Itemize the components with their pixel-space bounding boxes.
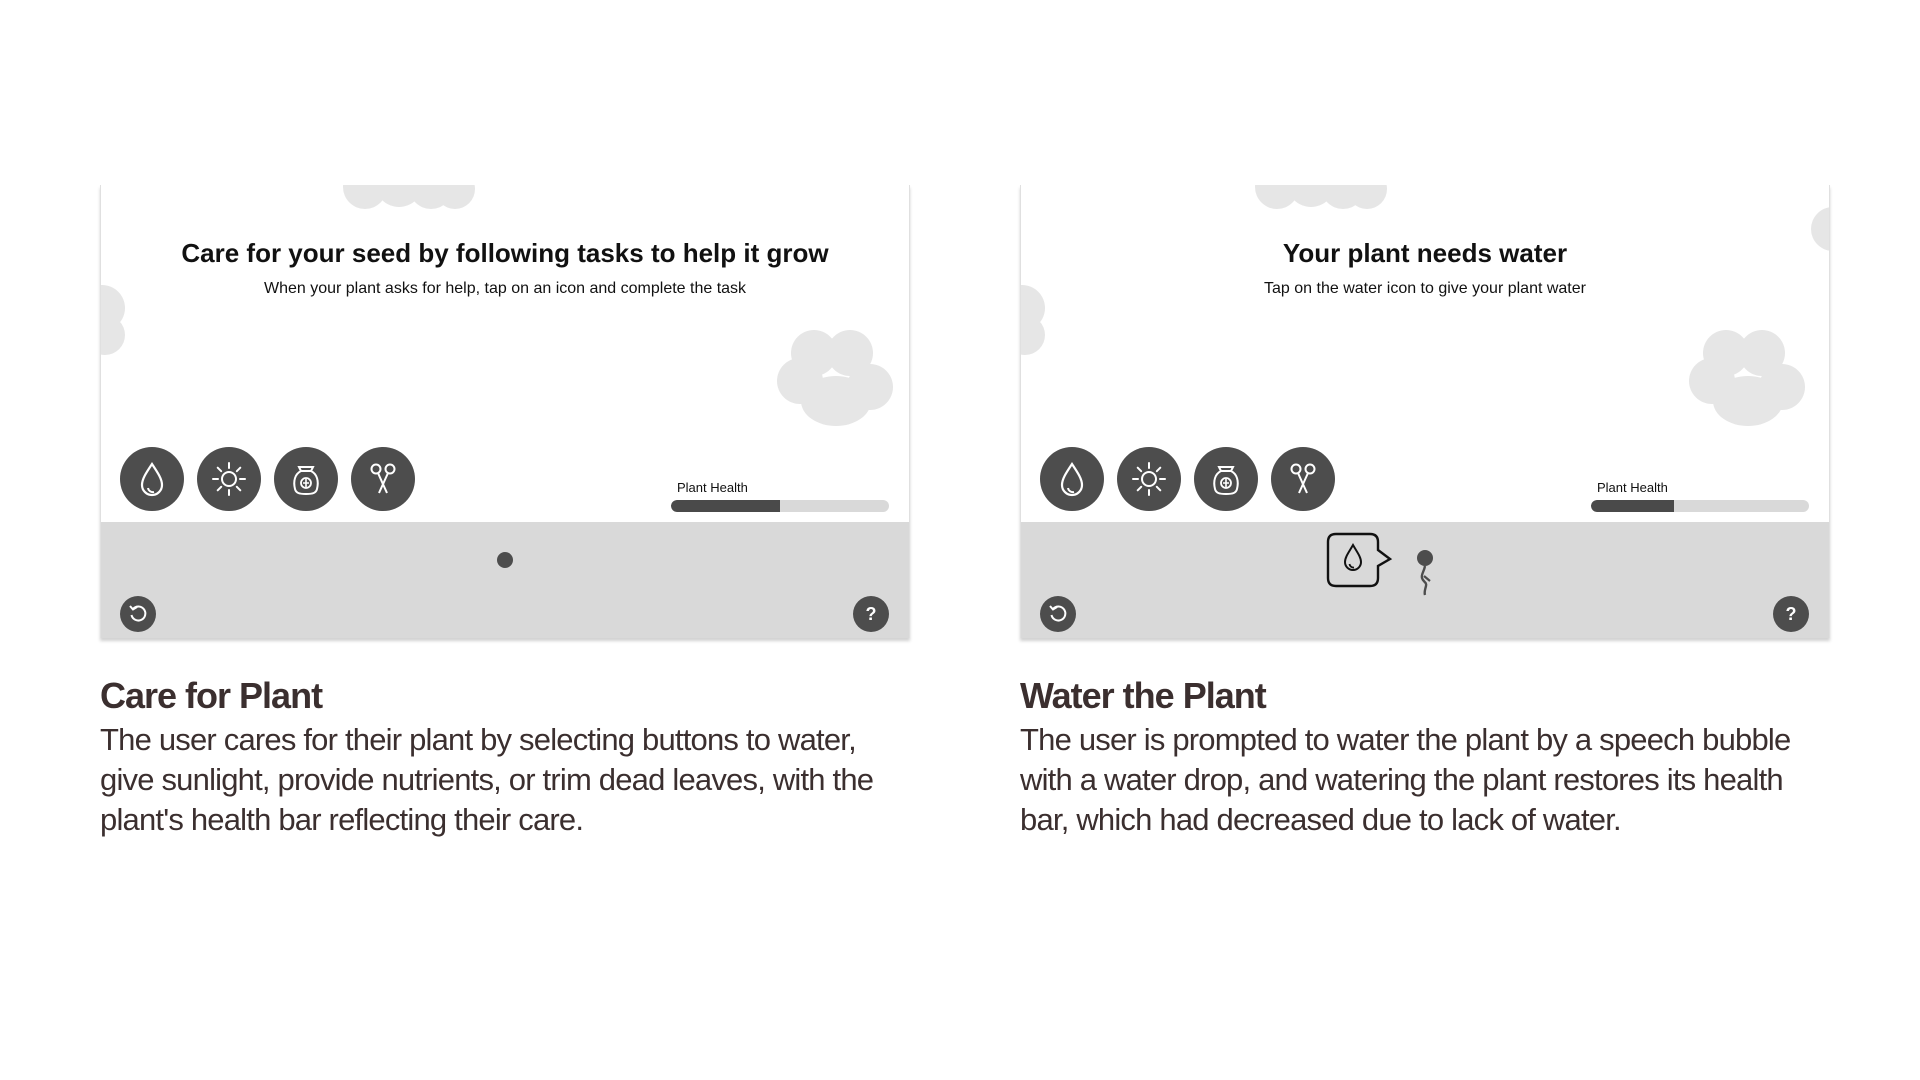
speech-bubble	[1326, 532, 1396, 595]
health-label: Plant Health	[677, 480, 748, 495]
undo-button[interactable]	[1040, 596, 1076, 632]
help-button[interactable]	[1773, 596, 1809, 632]
panel-care-for-plant	[100, 0, 908, 1080]
task-buttons	[1040, 447, 1335, 511]
fertilizer-bag-icon	[286, 459, 326, 499]
screen-subtitle: Tap on the water icon to give your plant water	[1264, 280, 1586, 297]
health-label: Plant Health	[1597, 480, 1668, 495]
fertilizer-bag-icon	[1206, 459, 1246, 499]
caption-body: The user is prompted to water the plant by a speech bubble with a water drop, and watering the plant restores its health bar, which had decreased due to lack of water.	[1020, 722, 1791, 837]
caption-body: The user cares for their plant by selecting buttons to water, give sunlight, provide nutrients, or trim dead leaves, with the plant's health bar reflecting their care.	[100, 722, 874, 837]
help-icon: ?	[1785, 603, 1797, 624]
health-bar	[671, 500, 889, 512]
nutrients-button[interactable]	[274, 447, 338, 511]
seed	[497, 552, 513, 568]
sun-icon	[1129, 459, 1169, 499]
help-icon: ?	[865, 603, 877, 624]
cloud-right	[777, 330, 897, 430]
cloud-top	[343, 185, 483, 215]
scissors-icon	[1283, 459, 1323, 499]
scissors-icon	[363, 459, 403, 499]
app-screen	[1020, 185, 1830, 638]
ground-area	[101, 522, 909, 638]
undo-icon	[126, 602, 150, 626]
water-drop-icon	[1052, 459, 1092, 499]
trim-button[interactable]	[1271, 447, 1335, 511]
speech-bubble-water-icon	[1326, 532, 1396, 590]
screen-title: Your plant needs water	[1282, 238, 1568, 268]
sun-icon	[209, 459, 249, 499]
caption-title: Care for Plant	[100, 675, 323, 716]
cloud-top	[1255, 185, 1395, 215]
sprout-icon	[1413, 550, 1437, 596]
screen-subtitle: When your plant asks for help, tap on an icon and complete the task	[263, 280, 747, 297]
cloud-right	[1689, 330, 1809, 430]
health-bar-fill	[671, 500, 780, 512]
health-bar-fill	[1591, 500, 1674, 512]
nutrients-button[interactable]	[1194, 447, 1258, 511]
undo-button[interactable]	[120, 596, 156, 632]
panel-water-the-plant	[1020, 0, 1828, 1080]
sunlight-button[interactable]	[197, 447, 261, 511]
health-bar	[1591, 500, 1809, 512]
task-buttons	[120, 447, 415, 511]
help-button[interactable]	[853, 596, 889, 632]
sunlight-button[interactable]	[1117, 447, 1181, 511]
undo-icon	[1046, 602, 1070, 626]
app-screen	[100, 185, 910, 638]
water-button[interactable]	[1040, 447, 1104, 511]
caption-title: Water the Plant	[1020, 675, 1266, 716]
ground-area	[1021, 522, 1829, 638]
sprout	[1413, 550, 1437, 601]
water-button[interactable]	[120, 447, 184, 511]
trim-button[interactable]	[351, 447, 415, 511]
water-drop-icon	[132, 459, 172, 499]
screen-title: Care for your seed by following tasks to help it grow	[181, 238, 829, 268]
